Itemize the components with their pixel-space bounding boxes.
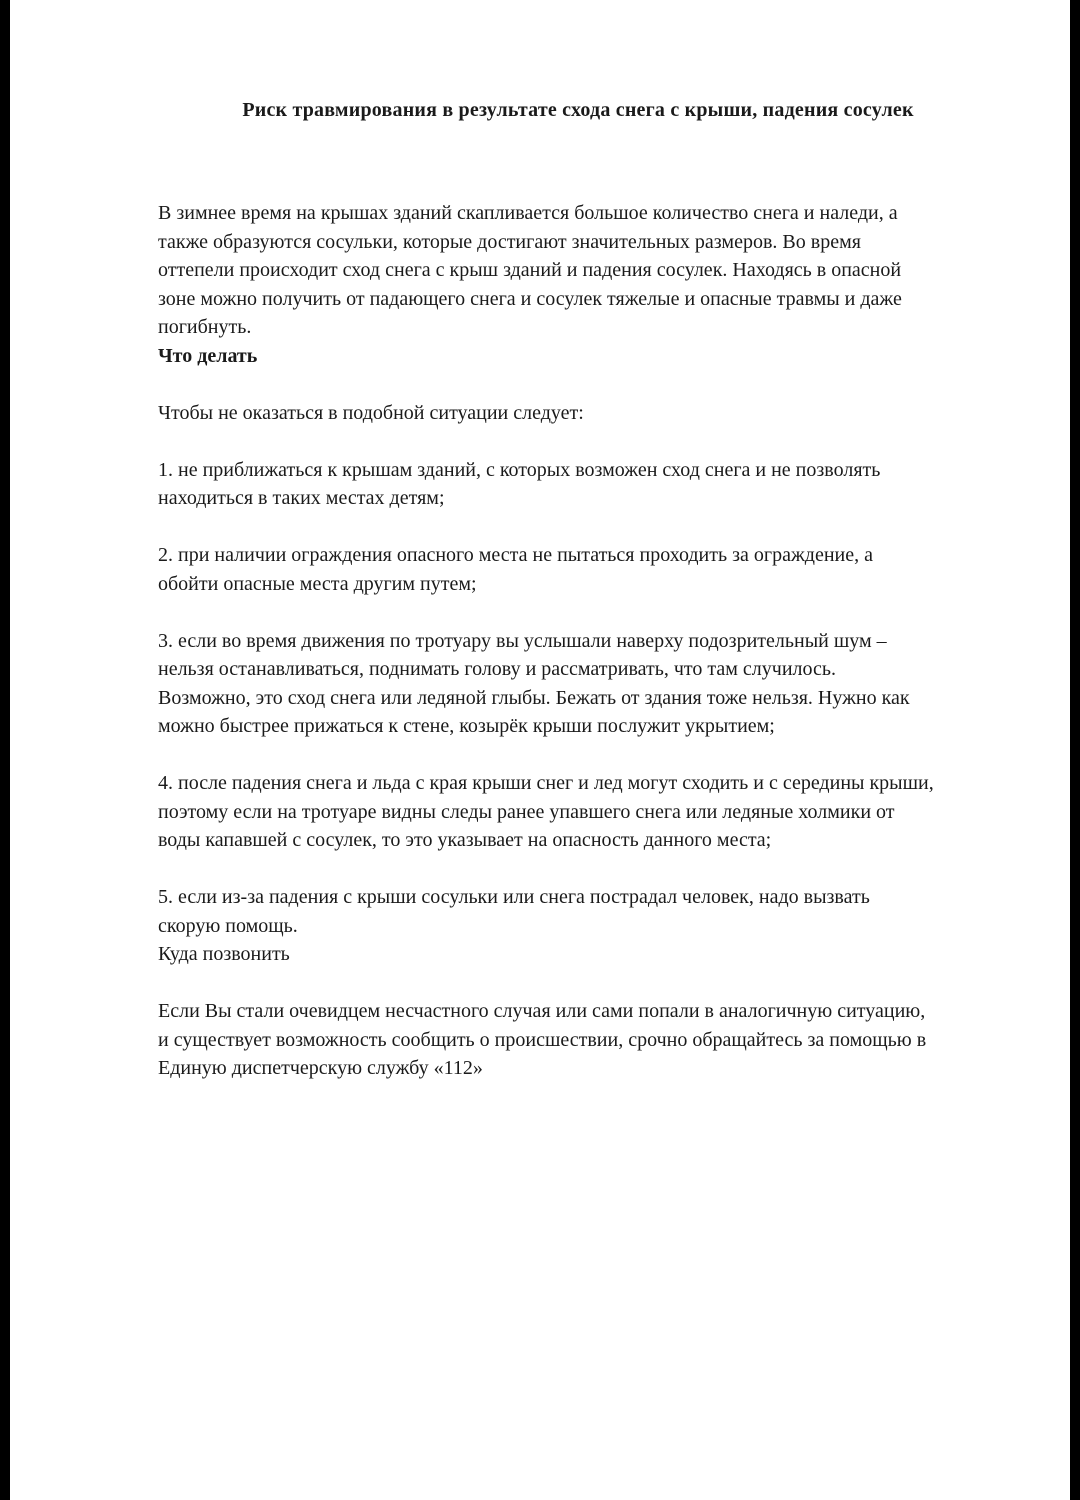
list-item-line: находиться в таких местах детям; bbox=[158, 487, 445, 509]
document-body bbox=[158, 199, 1018, 1083]
where-to-call-heading: Куда позвонить bbox=[158, 943, 290, 965]
intro-line: оттепели происходит сход снега с крыш зданий и падения сосулек. Находясь в опасной bbox=[158, 259, 902, 281]
what-to-do-heading: Что делать bbox=[158, 344, 258, 367]
list-item-line: воды капавшей с сосулек, то это указывает на опасность данного места; bbox=[158, 829, 772, 851]
intro-line: В зимнее время на крышах зданий скапливается большое количество снега и наледи, а bbox=[158, 202, 898, 224]
spacer bbox=[158, 370, 1018, 399]
list-item-line: скорую помощь. bbox=[158, 914, 298, 937]
intro-paragraph bbox=[158, 199, 1018, 342]
list-item-3 bbox=[158, 627, 1018, 741]
spacer bbox=[158, 855, 1018, 884]
document-title: Риск травмирования в результате схода снега с крыши, падения сосулек bbox=[242, 99, 914, 121]
list-item-line: обойти опасные места другим путем; bbox=[158, 572, 477, 595]
spacer bbox=[158, 513, 1018, 542]
intro-line: также образуются сосульки, которые достигают значительных размеров. Во время bbox=[158, 230, 861, 253]
list-item-line: поэтому если на тротуаре видны следы ранее упавшего снега или ледяные холмики от bbox=[158, 800, 895, 823]
closing-paragraph bbox=[158, 997, 1018, 1083]
intro-line: погибнуть. bbox=[158, 316, 252, 338]
list-item-line: 5. если из-за падения с крыши сосульки или снега пострадал человек, надо вызвать bbox=[158, 886, 870, 908]
spacer bbox=[158, 741, 1018, 770]
intro-line: зоне можно получить от падающего снега и сосулек тяжелые и опасные травмы и даже bbox=[158, 287, 902, 310]
list-item-line: 2. при наличии ограждения опасного места не пытаться проходить за ограждение, а bbox=[158, 544, 873, 566]
list-item-line: 1. не приближаться к крышам зданий, с которых возможен сход снега и не позволять bbox=[158, 458, 881, 481]
spacer bbox=[158, 598, 1018, 627]
list-item-2 bbox=[158, 541, 1018, 598]
closing-line: Единую диспетчерскую службу «112» bbox=[158, 1057, 483, 1079]
closing-line: Если Вы стали очевидцем несчастного случая или сами попали в аналогичную ситуацию, bbox=[158, 1000, 926, 1022]
closing-line: и существует возможность сообщить о происшествии, срочно обращайтесь за помощью в bbox=[158, 1028, 927, 1051]
list-item-5 bbox=[158, 883, 1018, 940]
list-item-line: Возможно, это сход снега или ледяной глыбы. Бежать от здания тоже нельзя. Нужно как bbox=[158, 686, 910, 709]
list-item-4 bbox=[158, 769, 1018, 855]
list-item-line: 4. после падения снега и льда с края крыши снег и лед могут сходить и с середины крыши, bbox=[158, 772, 934, 794]
spacer bbox=[158, 969, 1018, 998]
list-item-line: нельзя останавливаться, поднимать голову и рассматривать, что там случилось. bbox=[158, 658, 837, 680]
lead-paragraph: Чтобы не оказаться в подобной ситуации следует: bbox=[158, 401, 584, 424]
document-page bbox=[10, 0, 1070, 1500]
list-item-line: можно быстрее прижаться к стене, козырёк крыши послужит укрытием; bbox=[158, 715, 775, 737]
list-item-line: 3. если во время движения по тротуару вы услышали наверху подозрительный шум – bbox=[158, 629, 887, 652]
list-item-1 bbox=[158, 456, 1018, 513]
spacer bbox=[158, 427, 1018, 456]
